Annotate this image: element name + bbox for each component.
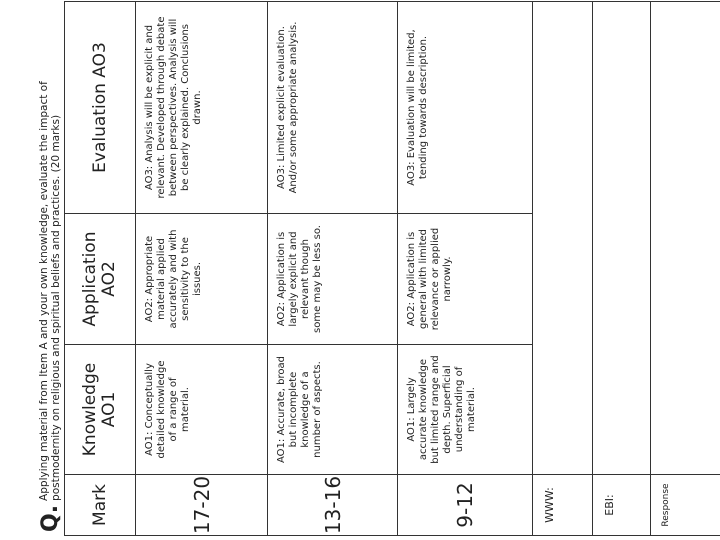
response-field[interactable] — [651, 2, 720, 475]
ebi-field[interactable] — [593, 2, 651, 475]
ao2-descriptor: AO2: Application is largely explicit and relevant though some may be less so. — [268, 214, 398, 345]
band-mark: 13-16 — [268, 475, 398, 536]
mark-header: Mark — [65, 475, 136, 536]
evaluation-header: Evaluation AO3 — [65, 2, 136, 214]
ao3-descriptor: AO3: Evaluation will be limited, tending towards description. — [398, 2, 533, 214]
www-label: WWW: — [533, 475, 593, 536]
ao3-descriptor: AO3: Limited explicit evaluation. And/or some appropriate analysis. — [268, 2, 398, 214]
www-row — [533, 2, 593, 536]
ebi-label: EBI: — [593, 475, 651, 536]
band-row — [136, 2, 268, 536]
band-mark: 9-12 — [398, 475, 533, 536]
www-field[interactable] — [533, 2, 593, 475]
header-row — [65, 2, 136, 536]
response-label: Response — [651, 475, 720, 536]
ao2-descriptor: AO2: Application is general with limited relevance or applied narrowly. — [398, 214, 533, 345]
ao1-descriptor: AO1: Accurate, broad but incomplete knowledge of a number of aspects. — [268, 345, 398, 475]
band-mark: 17-20 — [136, 475, 268, 536]
ao1-descriptor: AO1: Conceptually detailed knowledge of a range of material. — [136, 345, 268, 475]
application-header: Application AO2 — [65, 214, 136, 345]
band-row — [268, 2, 398, 536]
ao2-descriptor: AO2: Appropriate material applied accurately and with sensitivity to the issues. — [136, 214, 268, 345]
ebi-row — [593, 2, 651, 536]
ao3-descriptor: AO3: Analysis will be explicit and relevant. Developed through debate between perspectives. Analysis will be clearly explained. Conclusions drawn. — [136, 2, 268, 214]
question-row — [0, 0, 62, 540]
ao1-descriptor: AO1: Largely accurate knowledge but limited range and depth. Superficial understanding of material. — [398, 345, 533, 475]
response-row — [651, 2, 720, 536]
knowledge-header: Knowledge AO1 — [65, 345, 136, 475]
question-text: Applying material from Item A and your own knowledge, evaluate the impact of postmodernity on religious and spiritual beliefs and practices. (20 marks) — [38, 81, 62, 501]
band-row — [398, 2, 533, 536]
rubric-table — [64, 1, 720, 536]
question-letter: Q. — [38, 504, 63, 532]
